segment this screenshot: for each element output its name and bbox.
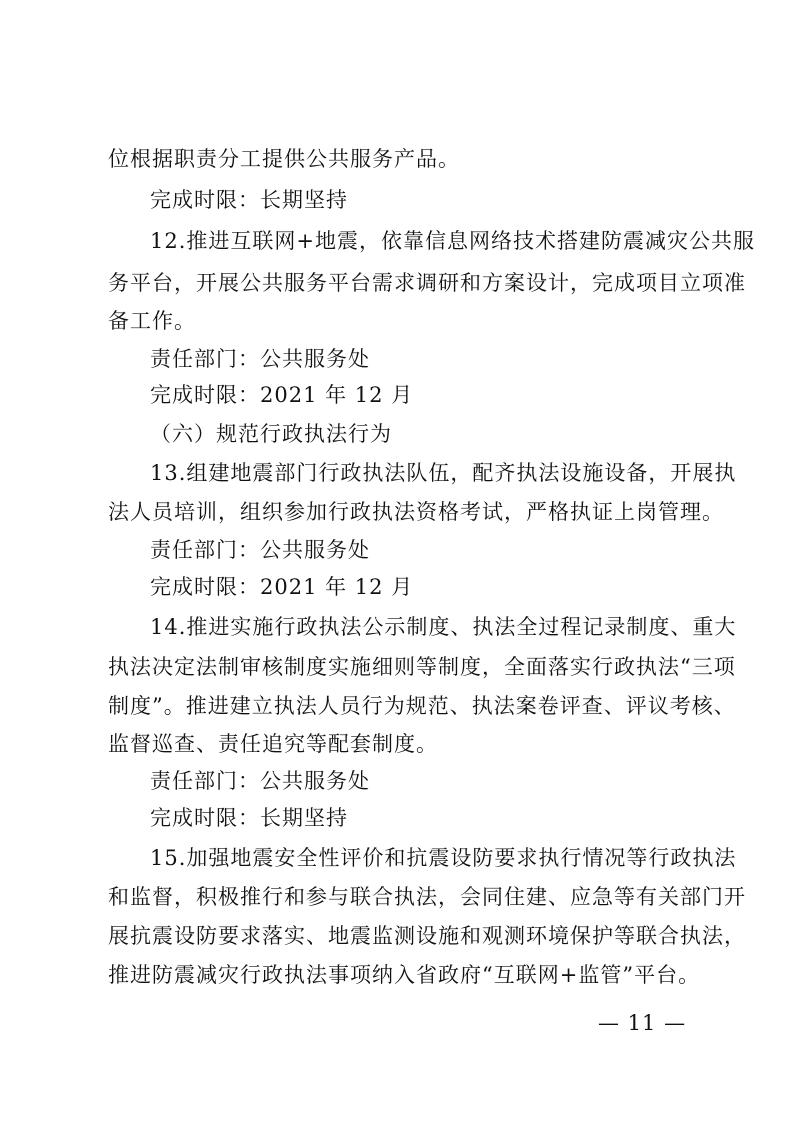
responsible-dept-line: 责任部门：公共服务处: [150, 347, 370, 371]
text-line: 务平台，开展公共服务平台需求调研和方案设计，完成项目立项准: [108, 271, 746, 295]
page-number: — 11 —: [598, 1011, 687, 1035]
text-line: 制度”。推进建立执法人员行为规范、执法案卷评查、评议考核、: [108, 694, 736, 718]
text-line: 位根据职责分工提供公共服务产品。: [108, 147, 460, 171]
deadline-line: 完成时限：长期坚持: [150, 188, 348, 212]
text-line: 和监督，积极推行和参与联合执法，会同住建、应急等有关部门开: [108, 885, 746, 909]
text-line: 监督巡查、责任追究等配套制度。: [108, 732, 438, 756]
text-line: 备工作。: [108, 309, 196, 333]
text-line: 法人员培训，组织参加行政执法资格考试，严格执证上岗管理。: [108, 500, 724, 524]
deadline-line: 完成时限：长期坚持: [150, 806, 348, 830]
item-15-line: 15.加强地震安全性评价和抗震设防要求执行情况等行政执法: [150, 846, 737, 870]
deadline-line: 完成时限：2021 年 12 月: [150, 575, 414, 599]
deadline-line: 完成时限：2021 年 12 月: [150, 383, 414, 407]
section-heading: （六）规范行政执法行为: [150, 422, 392, 446]
text-line: 展抗震设防要求落实、地震监测设施和观测环境保护等联合执法，: [108, 924, 746, 948]
item-12-line: 12.推进互联网+地震，依靠信息网络技术搭建防震减灾公共服: [150, 229, 755, 253]
item-14-line: 14.推进实施行政执法公示制度、执法全过程记录制度、重大: [150, 615, 737, 639]
text-line: 推进防震减灾行政执法事项纳入省政府“互联网+监管”平台。: [108, 963, 701, 987]
responsible-dept-line: 责任部门：公共服务处: [150, 538, 370, 562]
item-13-line: 13.组建地震部门行政执法队伍，配齐执法设施设备，开展执: [150, 461, 737, 485]
responsible-dept-line: 责任部门：公共服务处: [150, 769, 370, 793]
text-line: 执法决定法制审核制度实施细则等制度，全面落实行政执法“三项: [108, 655, 736, 679]
